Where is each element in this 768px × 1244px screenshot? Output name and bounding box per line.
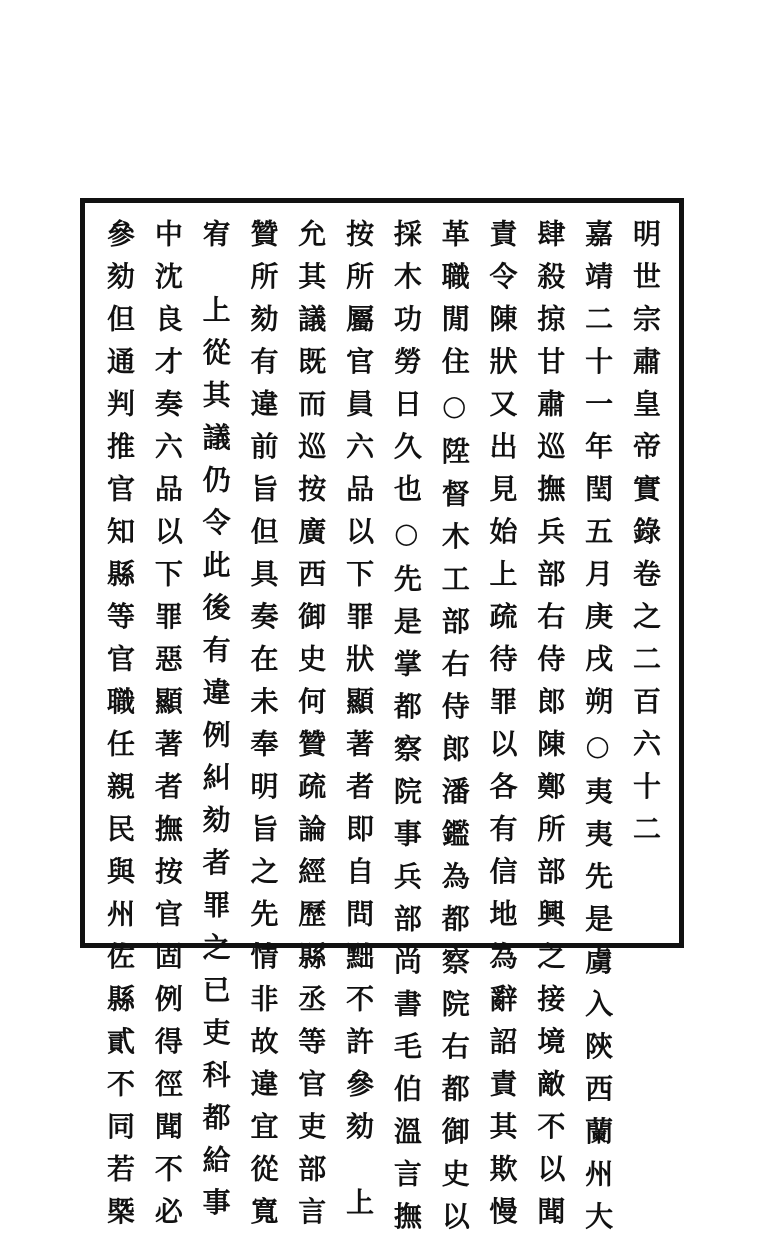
text-column-6 bbox=[384, 219, 428, 1244]
elevation-gap bbox=[201, 262, 229, 296]
text-column-4 bbox=[480, 219, 524, 1239]
text-column-3 bbox=[527, 219, 571, 1239]
column-text: 允其議既而巡按廣西御史何贊疏論經歷縣丞等官吏部言 bbox=[294, 219, 328, 1239]
column-text: 革職閒住○陞督木工部右侍郎潘鑑為都察院右都御史以 bbox=[437, 219, 471, 1244]
text-column-10 bbox=[193, 219, 237, 1231]
text-column-2 bbox=[575, 219, 619, 1244]
column-text: 中沈良才奏六品以下罪惡顯著者撫按官固例得徑聞不必 bbox=[150, 219, 184, 1239]
column-text: 嘉靖二十一年閏五月庚戌朔○夷夷先是虜入陝西蘭州大 bbox=[581, 219, 615, 1244]
column-text: 肆殺掠甘肅巡撫兵部右侍郎陳鄭所部興之接境敵不以聞 bbox=[533, 219, 567, 1239]
column-text-continued: 從其議仍令此後有違例糾劾者罪之已吏科都給事 bbox=[198, 337, 232, 1231]
column-text: 贊所劾有違前旨但具奏在未奉明旨之先情非故違宜從寬 bbox=[246, 219, 280, 1239]
elevation-gap bbox=[344, 1154, 372, 1188]
column-text: 責令陳狀又出見始上疏待罪以各有信地為辭詔責其欺慢 bbox=[485, 219, 519, 1239]
text-column-11 bbox=[145, 219, 189, 1239]
column-text: 宥 bbox=[198, 219, 232, 262]
text-columns bbox=[97, 219, 667, 1244]
text-column-5 bbox=[432, 219, 476, 1244]
text-column-1 bbox=[623, 219, 667, 933]
text-column-7 bbox=[336, 219, 380, 1231]
text-column-9 bbox=[240, 219, 284, 1239]
column-text: 參劾但通判推官知縣等官職任親民與州佐縣貳不同若槩 bbox=[103, 219, 136, 1239]
column-elevated-text: 上 bbox=[198, 295, 232, 338]
column-elevated-text: 上 bbox=[342, 1187, 376, 1231]
column-text: 採木功勞日久也○先是掌都察院事兵部尚書毛伯溫言撫 bbox=[389, 219, 423, 1244]
text-column-8 bbox=[288, 219, 332, 1239]
column-text: 明世宗肅皇帝實錄卷之二百六十二 bbox=[628, 219, 662, 857]
page-frame bbox=[80, 198, 684, 1244]
text-column-12 bbox=[97, 219, 141, 1239]
column-text: 按所屬官員六品以下罪狀顯著者即自問黜不許參劾 bbox=[342, 219, 376, 1154]
